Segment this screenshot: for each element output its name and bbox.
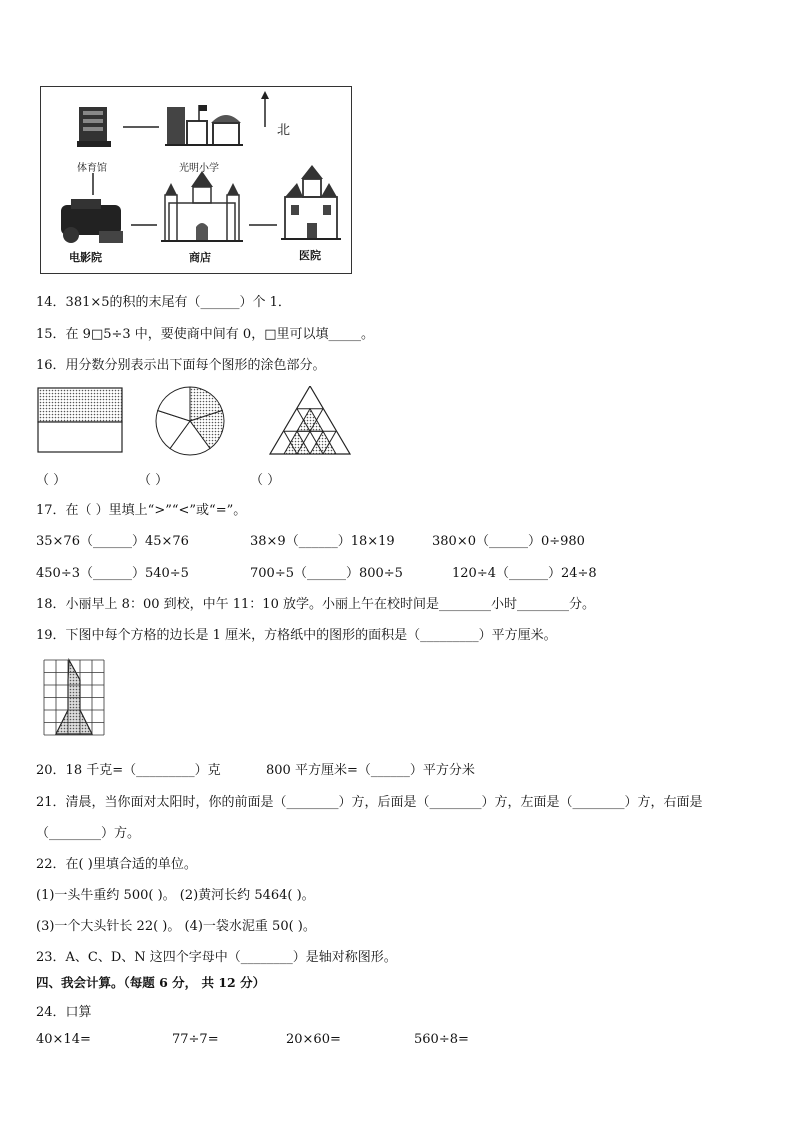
question-23: 23．A、C、D、N 这四个字母中（________）是轴对称图形。 <box>36 950 397 965</box>
map-label-north: 北 <box>277 123 291 138</box>
q22-row-2: (3)一个大头针长 22( )。 (4)一袋水泥重 50( )。 <box>36 919 316 934</box>
q16-answer-3[interactable]: （ ） <box>250 473 281 488</box>
map-label-shop: 商店 <box>189 251 211 264</box>
section-4-heading: 四、我会计算。（每题 6 分， 共 12 分） <box>36 975 266 990</box>
q19-grid-figure <box>42 658 114 738</box>
q24-item-2: 77÷7= <box>172 1032 219 1047</box>
q16-triangle-figure <box>270 386 350 454</box>
cinema-icon <box>61 199 123 243</box>
map-drawing <box>41 87 351 273</box>
map-label-hospital: 医院 <box>299 249 321 262</box>
q21-line-1: 21．清晨，当你面对太阳时，你的前面是（________）方，后面是（________）方，左面是（________）方，右面是 <box>36 795 703 810</box>
q17-item-2: 38×9（______）18×19 <box>250 534 395 549</box>
q17-item-3: 380×0（______）0÷980 <box>432 534 585 549</box>
q16-answer-1[interactable]: （ ） <box>36 473 67 488</box>
q20-part-1: 20．18 千克=（_________）克 <box>36 763 221 778</box>
question-17: 17．在（ ）里填上“>”“<”或“=”。 <box>36 503 247 518</box>
question-16: 16．用分数分别表示出下面每个图形的涂色部分。 <box>36 358 326 373</box>
q16-circle-figure <box>156 387 224 455</box>
q24-item-4: 560÷8= <box>414 1032 469 1047</box>
q17-item-1: 35×76（______）45×76 <box>36 534 189 549</box>
map-label-school: 光明小学 <box>179 163 219 174</box>
map-label-cinema: 电影院 <box>69 251 102 264</box>
question-15: 15．在 9□5÷3 中，要使商中间有 0，□里可以填_____。 <box>36 327 374 342</box>
q24-item-1: 40×14= <box>36 1032 91 1047</box>
question-19: 19．下图中每个方格的边长是 1 厘米，方格纸中的图形的面积是（_________）平方厘米。 <box>36 628 557 643</box>
q17-item-6: 120÷4（______）24÷8 <box>452 566 597 581</box>
q20-part-2: 800 平方厘米=（______）平方分米 <box>266 763 475 778</box>
q17-item-4: 450÷3（______）540÷5 <box>36 566 189 581</box>
hospital-icon <box>281 165 341 239</box>
q17-item-5: 700÷5（______）800÷5 <box>250 566 403 581</box>
question-18: 18．小丽早上 8：00 到校，中午 11：10 放学。小丽上午在校时间是________小时________分。 <box>36 597 595 612</box>
q21-line-2: （________）方。 <box>36 826 141 841</box>
q16-figures <box>36 386 356 456</box>
gym-icon <box>77 107 111 147</box>
q24-item-3: 20×60= <box>286 1032 341 1047</box>
q16-rectangle-figure <box>38 388 122 452</box>
map-label-gym: 体育馆 <box>77 163 107 174</box>
map-figure <box>40 86 352 274</box>
school-icon <box>165 105 243 145</box>
shop-icon <box>161 171 243 241</box>
question-22: 22．在( )里填合适的单位。 <box>36 857 197 872</box>
q22-row-1: (1)一头牛重约 500( )。 (2)黄河长约 5464( )。 <box>36 888 315 903</box>
q16-answer-2[interactable]: （ ） <box>138 473 169 488</box>
question-14: 14．381×5的积的末尾有（______）个 1． <box>36 295 291 310</box>
question-24: 24．口算 <box>36 1005 92 1020</box>
